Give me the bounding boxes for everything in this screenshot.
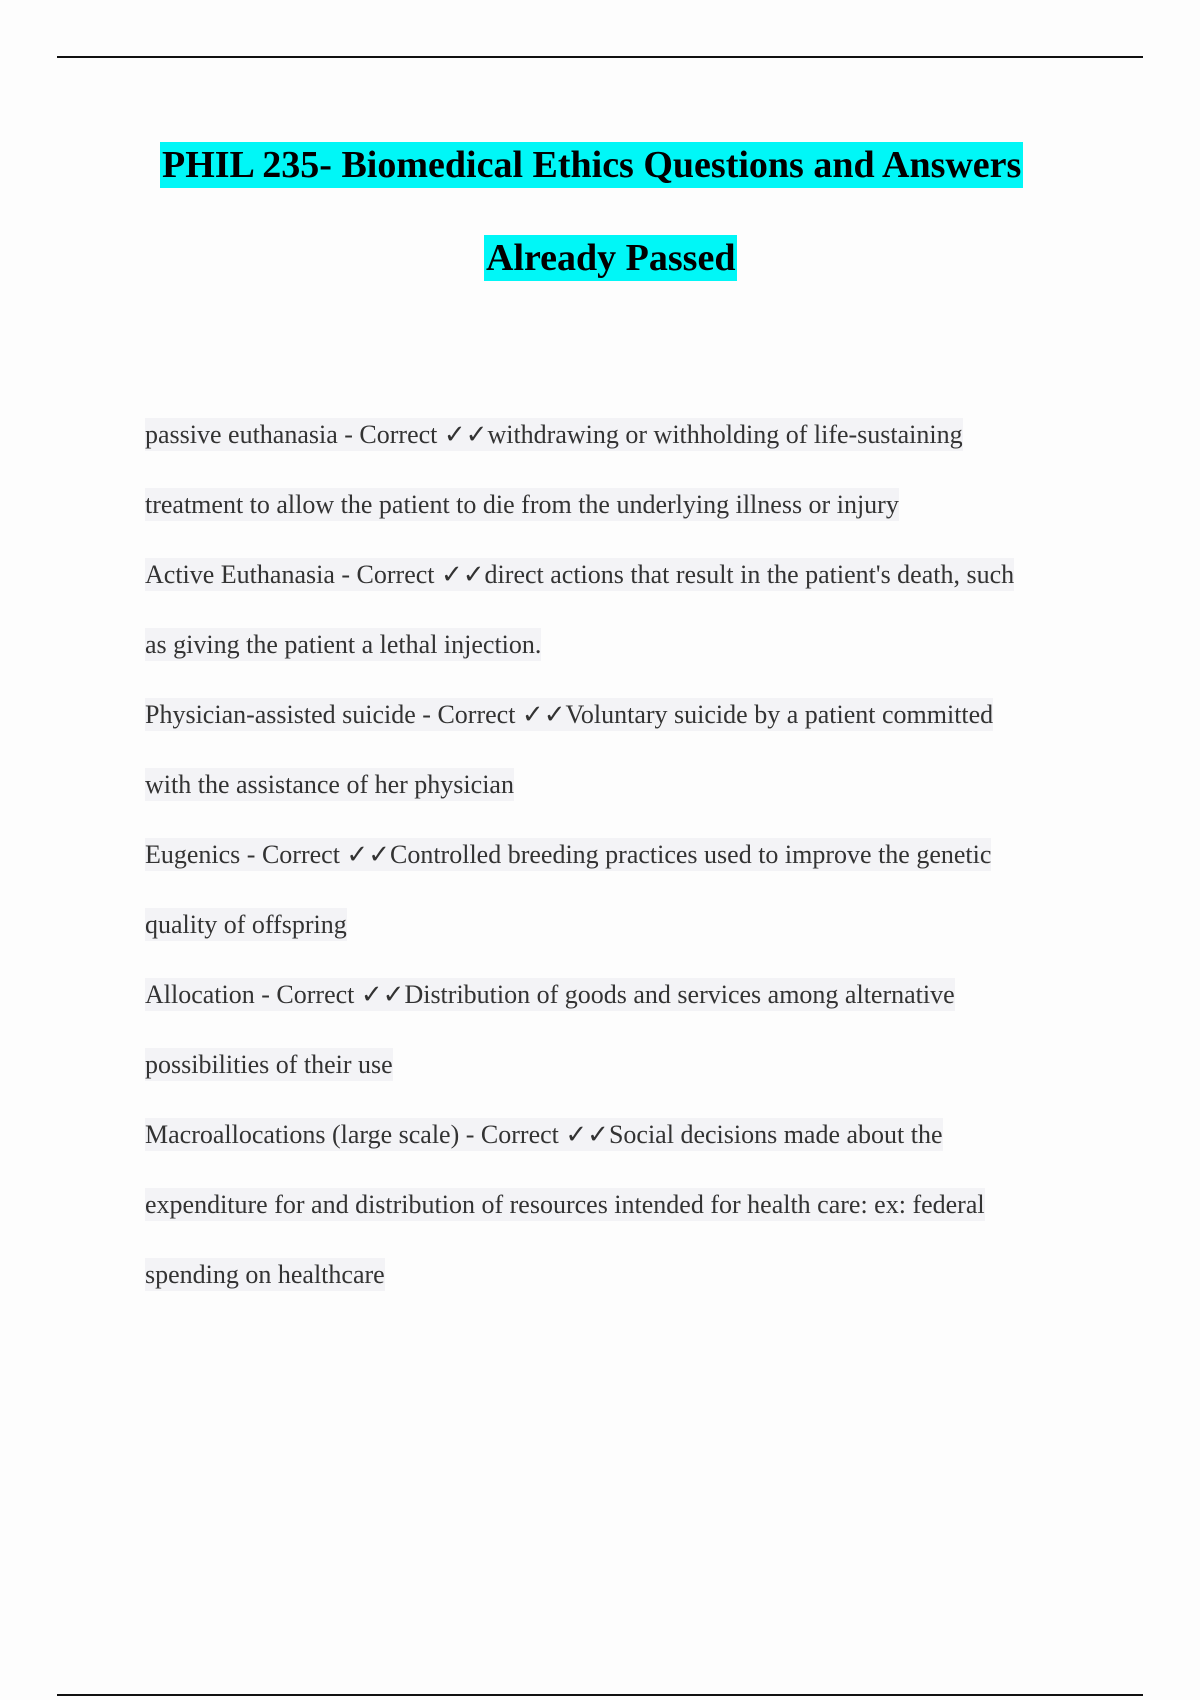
bottom-rule	[57, 1694, 1143, 1696]
entry-text-line: as giving the patient a lethal injection.	[145, 630, 542, 659]
qa-entry-macroallocations	[145, 1118, 1095, 1328]
entry-text-line: spending on healthcare	[145, 1260, 385, 1289]
entry-text-line: Allocation - Correct ✓✓Distribution of goods and services among alternative	[145, 980, 955, 1009]
qa-list	[145, 418, 1095, 1328]
entry-text-line: possibilities of their use	[145, 1050, 393, 1079]
qa-entry-active-euthanasia	[145, 558, 1095, 698]
top-rule	[57, 56, 1143, 58]
entry-text-line: passive euthanasia - Correct ✓✓withdrawing or withholding of life-sustaining	[145, 420, 963, 449]
qa-entry-eugenics	[145, 838, 1095, 978]
title-line-1: PHIL 235- Biomedical Ethics Questions and Answers	[162, 144, 1022, 186]
qa-entry-passive-euthanasia	[145, 418, 1095, 558]
qa-entry-allocation	[145, 978, 1095, 1118]
entry-text-line: Active Euthanasia - Correct ✓✓direct actions that result in the patient's death, such	[145, 560, 1015, 589]
entry-text-line: treatment to allow the patient to die from the underlying illness or injury	[145, 490, 899, 519]
entry-text-line: with the assistance of her physician	[145, 770, 514, 799]
entry-text-line: Eugenics - Correct ✓✓Controlled breeding practices used to improve the genetic	[145, 840, 992, 869]
entry-text-line: quality of offspring	[145, 910, 347, 939]
title-line-2: Already Passed	[486, 237, 736, 279]
qa-entry-physician-assisted-suicide	[145, 698, 1095, 838]
entry-text-line: Physician-assisted suicide - Correct ✓✓Voluntary suicide by a patient committed	[145, 700, 994, 729]
entry-text-line: Macroallocations (large scale) - Correct ✓✓Social decisions made about the	[145, 1120, 943, 1149]
entry-text-line: expenditure for and distribution of resources intended for health care: ex: federal	[145, 1190, 985, 1219]
